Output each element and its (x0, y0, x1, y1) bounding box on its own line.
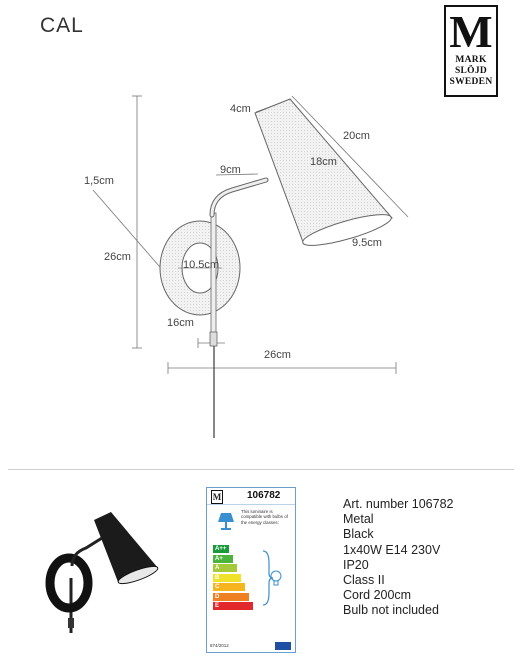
spec-article: Art. number 106782 (343, 497, 454, 511)
spec-bulb: 1x40W E14 230V (343, 542, 441, 557)
lamp-stem (211, 213, 216, 343)
dimension-label: 20cm (343, 130, 370, 142)
spec-material: Metal (343, 512, 374, 527)
dimension-label: 10.5cm (183, 259, 220, 271)
dimension-label: 26cm (264, 349, 291, 361)
dimension-label: 9cm (220, 164, 241, 176)
energy-class-bar: D (213, 593, 249, 601)
dimension-label: 18cm (310, 156, 337, 168)
spec-list (343, 497, 454, 619)
brand-logo-line: SLÖJD (454, 66, 488, 76)
brand-logo-mark: M (449, 6, 493, 57)
spec-class: Class II (343, 573, 385, 588)
product-title: CAL (40, 14, 84, 37)
energy-class-bar: A++ (213, 545, 229, 553)
bulb-icon (269, 570, 283, 588)
energy-label-text: This luminaire is compatible with bulbs of the energy classes: (241, 509, 288, 525)
spec-bulb-note: Bulb not included (343, 603, 439, 618)
product-photo (36, 498, 166, 648)
energy-label-regulation: 874/2012 (210, 643, 229, 648)
lamp-icon (215, 510, 237, 532)
spec-color: Black (343, 527, 374, 542)
spec-ip: IP20 (343, 557, 369, 572)
brand-logo-line: MARK (455, 55, 487, 65)
eu-flag-icon (275, 642, 291, 650)
energy-class-bar: B (213, 574, 241, 582)
energy-class-bar: A (213, 564, 237, 572)
energy-class-bar: C (213, 583, 245, 591)
energy-label-header (207, 488, 295, 505)
dimension-label: 1,5cm (84, 175, 114, 187)
energy-class-bar: A+ (213, 555, 233, 563)
brand-logo-small: M (212, 492, 222, 502)
energy-label-article: 106782 (247, 490, 281, 501)
dimension-label: 26cm (104, 251, 131, 263)
section-divider (8, 469, 514, 470)
energy-label (206, 487, 296, 653)
dimension-label: 9.5cm (352, 237, 382, 249)
energy-class-bar: E (213, 602, 253, 610)
dimension-label: 16cm (167, 317, 194, 329)
dimension-label: 4cm (230, 103, 251, 115)
brand-logo-line: SWEDEN (449, 77, 493, 87)
switch-icon (210, 332, 217, 346)
spec-cord: Cord 200cm (343, 588, 412, 603)
